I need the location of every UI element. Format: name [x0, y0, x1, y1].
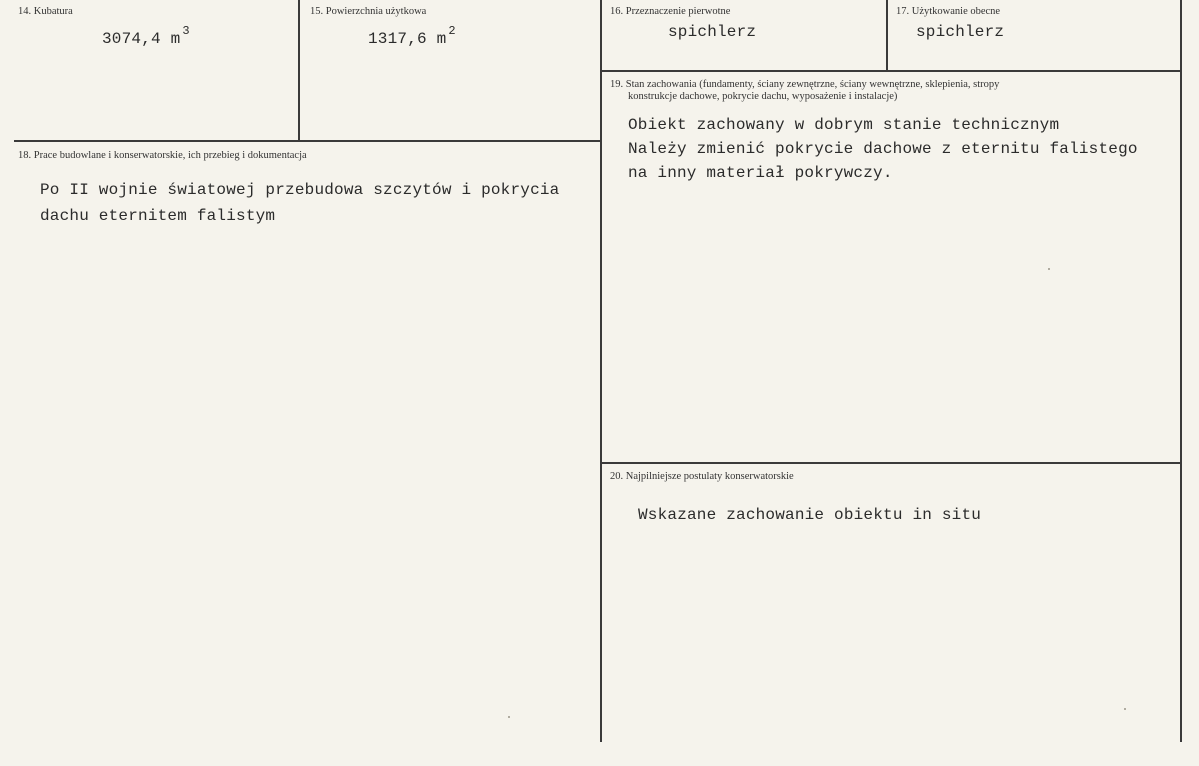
field-18-line-1: Po II wojnie światowej przebudowa szczytów i pokrycia: [40, 181, 560, 199]
field-15-label: 15. Powierzchnia użytkowa: [310, 6, 427, 17]
divider-under-14-15: [14, 140, 600, 142]
divider-15-16: [600, 0, 602, 742]
field-19-line-1: Obiekt zachowany w dobrym stanie technicznym: [628, 116, 1060, 134]
field-19-label-line-2: konstrukcje dachowe, pokrycie dachu, wyposażenie i instalacje): [628, 91, 898, 102]
field-16-label: 16. Przeznaczenie pierwotne: [610, 6, 731, 17]
field-15-value: [368, 20, 456, 50]
divider-right-edge: [1180, 0, 1182, 742]
field-14-label: 14. Kubatura: [18, 6, 73, 17]
divider-under-16-17: [600, 70, 1182, 72]
field-18-line-2: dachu eternitem falistym: [40, 207, 276, 225]
field-20-value: Wskazane zachowanie obiektu in situ: [638, 506, 982, 524]
field-20-label: 20. Najpilniejsze postulaty konserwatorskie: [610, 471, 794, 482]
field-16-value: spichlerz: [668, 23, 757, 41]
field-14-exponent: 3: [182, 24, 190, 38]
paper-speck: [1124, 708, 1126, 710]
divider-16-17: [886, 0, 888, 70]
field-15-number: 1317,6 m: [368, 30, 447, 48]
field-19-line-3: na inny materiał pokrywczy.: [628, 164, 893, 182]
field-18-label: 18. Prace budowlane i konserwatorskie, ich przebieg i dokumentacja: [18, 150, 307, 161]
field-19-label-line-1: 19. Stan zachowania (fundamenty, ściany zewnętrzne, ściany wewnętrzne, sklepienia, stropy: [610, 79, 1000, 90]
field-15-exponent: 2: [448, 24, 456, 38]
divider-14-15: [298, 0, 300, 140]
paper-speck: [508, 716, 510, 718]
paper-speck: [1048, 268, 1050, 270]
field-19-line-2: Należy zmienić pokrycie dachowe z eternitu falistego: [628, 140, 1138, 158]
field-17-label: 17. Użytkowanie obecne: [896, 6, 1001, 17]
field-14-value: [102, 20, 190, 50]
divider-under-19: [600, 462, 1182, 464]
field-17-value: spichlerz: [916, 23, 1005, 41]
field-14-number: 3074,4 m: [102, 30, 181, 48]
